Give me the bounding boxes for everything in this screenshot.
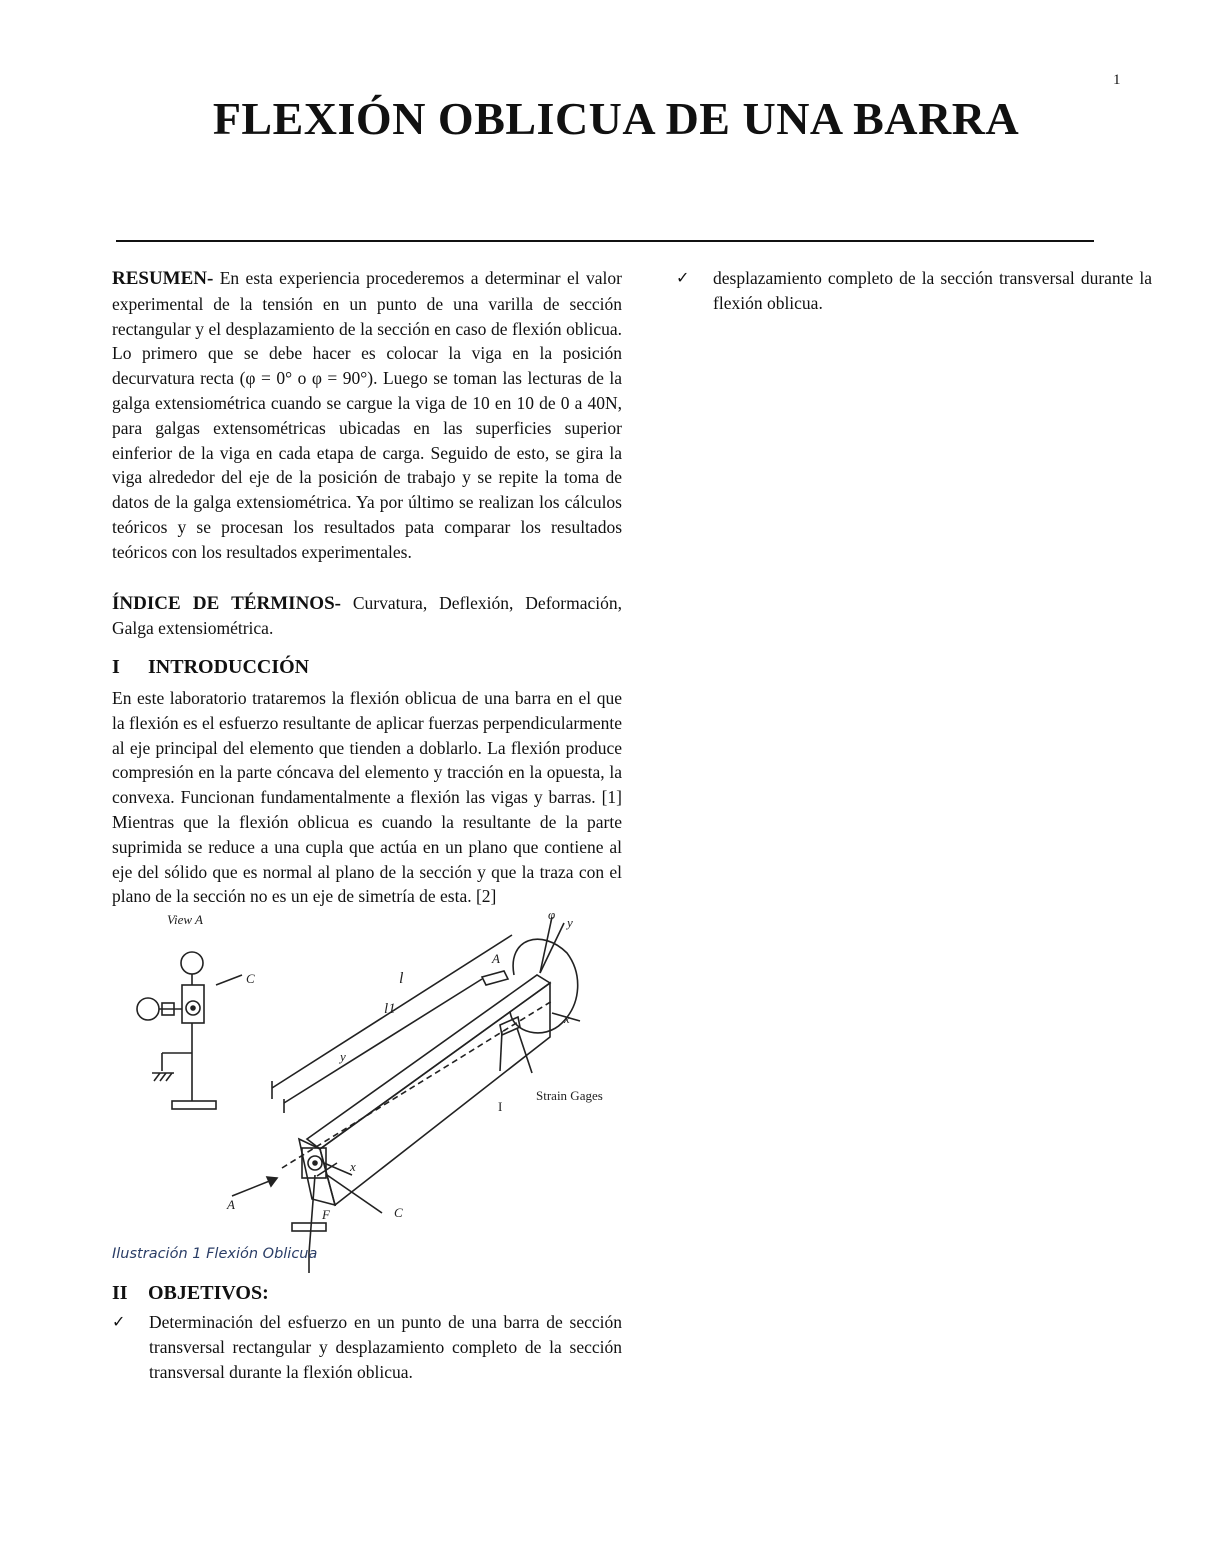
index-terms-label: ÍNDICE DE TÉRMINOS- [112, 592, 341, 614]
section-number: II [112, 1282, 128, 1305]
beam-end-face [299, 1139, 335, 1205]
objectives-list [78, 1310, 622, 1382]
strain-gage-icon [482, 971, 508, 985]
dial-gauge-icon [181, 952, 203, 974]
label-strain-gages: Strain Gages [536, 1088, 603, 1104]
abstract-label: RESUMEN- [112, 268, 214, 289]
label-a-section: A [492, 951, 500, 967]
label-c: C [246, 971, 255, 987]
title-rule [116, 240, 1094, 242]
index-terms-text: Curvatura, Deflexión, Deformación, Galga extensiométrica. [112, 592, 622, 639]
label-view: View A [167, 912, 203, 928]
label-y-top: y [567, 915, 573, 931]
abstract [112, 266, 622, 565]
section-title: INTRODUCCIÓN [148, 656, 310, 679]
objectives-list-continued [642, 266, 1152, 316]
label-phi: φ [548, 907, 556, 923]
list-item [642, 266, 1152, 316]
left-column [112, 266, 622, 1382]
section-heading-objetivos [112, 1281, 622, 1306]
list-item: ✓ Determinación del esfuerzo en un punto de una barra de sección transversal rectangular y desplazamiento completo de la sección transversal durante la flexión oblicua. [78, 1310, 622, 1359]
label-y-left: y [340, 1049, 346, 1065]
index-terms [112, 591, 622, 642]
objective-item-continued: desplazamiento completo de la sección transversal durante la flexión oblicua. [713, 268, 1152, 313]
beam-axis [282, 1001, 552, 1168]
label-l1: l1 [384, 1001, 396, 1018]
figure-oblique-bending [112, 907, 622, 1241]
label-x-low: x [350, 1159, 356, 1175]
label-i: I [498, 1099, 503, 1115]
dial-gauge-icon [137, 998, 159, 1020]
section-number: I [112, 656, 120, 679]
section-title: OBJETIVOS: [148, 1282, 269, 1305]
label-l: l [399, 970, 404, 988]
section-heading-introduccion [112, 655, 622, 680]
beam-diagram [112, 907, 622, 1241]
page-number: 1 [1113, 72, 1121, 88]
abstract-text: En esta experiencia procederemos a determinar el valor experimental de la tensión en un punto de una varilla de sección rectangular y el desplazamiento de la sección en caso de flexión oblicua. Lo primero que se debe hacer es colocar la viga en la posición decurvatura recta (φ = 0° o φ = 90°). Luego se toman las lecturas de la galga extensiométrica cuando se cargue la viga de 10 en 10 de 0 a 40N, para galgas extensométricas ubicadas en las superficies superior einferior de la viga en cada etapa de carga. Seguido de esto, se gira la viga alrededor del eje de la posición de trabajo y se repite la toma de datos de la galga extensiométrica. Ya por último se realizan los cálculos teóricos y se procesan los resultados pata comparar los resultados teóricos con los resultados experimentales. [112, 268, 622, 562]
right-column [642, 266, 1152, 316]
page-title: FLEXIÓN OBLICUA DE UNA BARRA [212, 93, 1020, 144]
label-c-bottom: C [394, 1205, 403, 1221]
label-x-right: x [564, 1011, 570, 1027]
figure-caption: Ilustración 1 Flexión Oblicua [112, 1246, 318, 1263]
intro-paragraph: En este laboratorio trataremos la flexión oblicua de una barra en el que la flexión es el esfuerzo resultante de aplicar fuerzas perpendicularmente al eje principal del elemento que tienden a doblarlo. La flexión produce compresión en la parte cóncava del elemento y tracción en la opuesta, la convexa. Funcionan fundamentalmente a flexión las vigas y barras. [1] Mientras que la flexión oblicua es cuando la resultante de la parte suprimida se reduce a una cupla que actúa en un plano que contiene al eje del sólido que es normal al plano de la sección y que la traza con el plano de la sección no es un eje de simetría de esta. [2] [112, 687, 622, 907]
label-f: F [322, 1207, 330, 1223]
label-a-arrow: A [227, 1197, 235, 1213]
